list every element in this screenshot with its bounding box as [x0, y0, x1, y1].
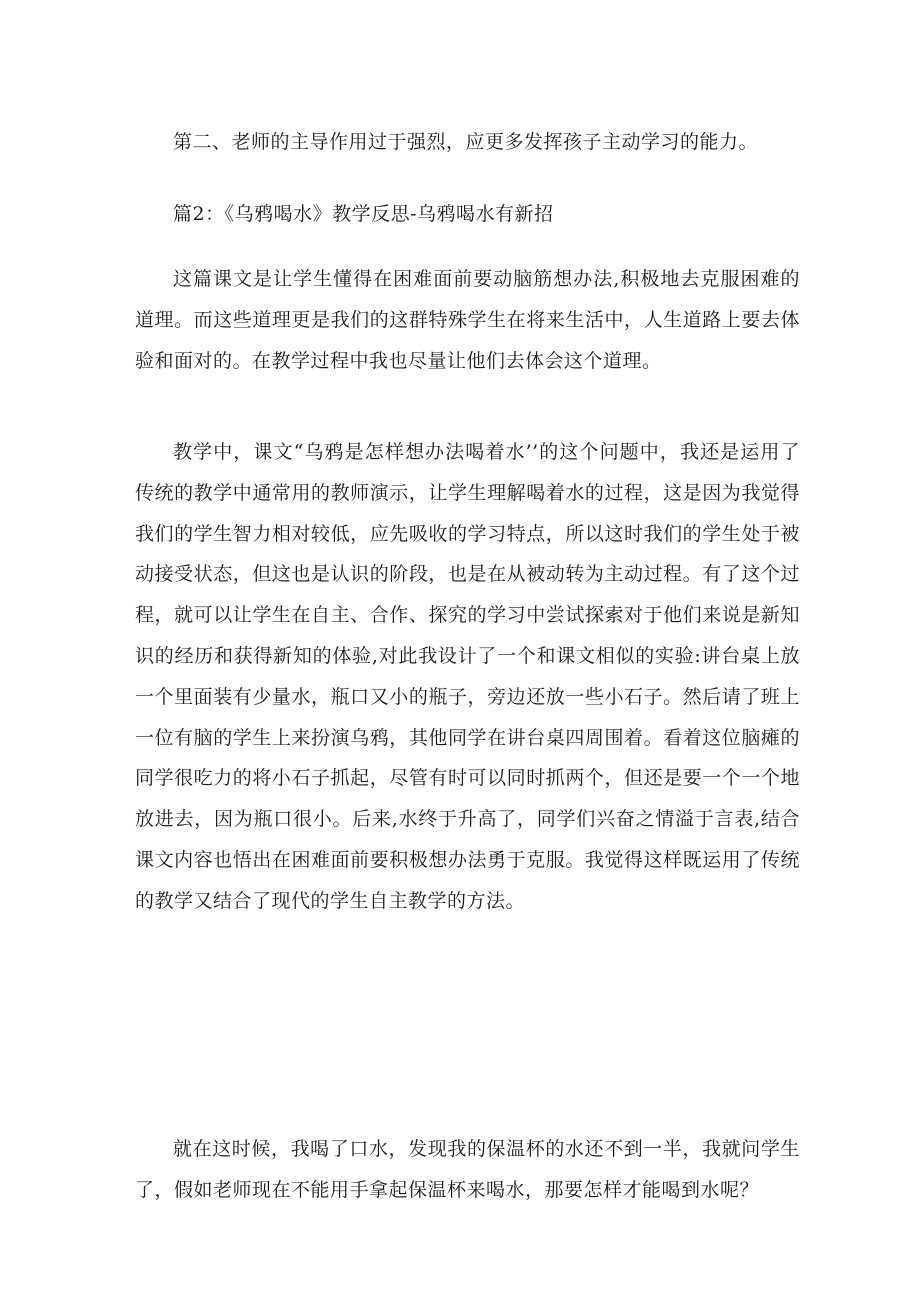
paragraph-point-two: 第二、老师的主导作用过于强烈，应更多发挥孩子主动学习的能力。 [173, 131, 759, 153]
section-heading: 篇2：《乌鸦喝水》教学反思-乌鸦喝水有新招 [173, 203, 554, 225]
paragraph-thermos: 就在这时候，我喝了口水，发现我的保温杯的水还不到一半，我就问学生了，假如老师现在不能用手拿起保温杯来喝水，那要怎样才能喝到水呢？ [135, 1138, 800, 1201]
paragraph-teaching: 教学中，课文“乌鸦是怎样想办法喝着水’’的这个问题中，我还是运用了传统的教学中通常用的教师演示，让学生理解喝着水的过程，这是因为我觉得我们的学生智力相对较低，应先吸收的学习特点，所以这时我们的学生处于被动接受状态，但这也是认识的阶段，也是在从被动转为主动过程。有了这个过程，就可以让学生在自主、合作、探究的学习中尝试探索对于他们来说是新知识的经历和获得新知的体验,对此我设计了一个和课文相似的实验:讲台桌上放一个里面装有少量水，瓶口又小的瓶子，旁边还放一些小石子。然后请了班上一位有脑的学生上来扮演乌鸦，其他同学在讲台桌四周围着。看着这位脑瘫的同学很吃力的将小石子抓起，尽管有时可以同时抓两个，但还是要一个一个地放进去，因为瓶口很小。后来,水终于升高了，同学们兴奋之情溢于言表,结合课文内容也悟出在困难面前要积极想办法勇于克服。我觉得这样既运用了传统的教学又结合了现代的学生自主教学的方法。 [135, 441, 800, 912]
paragraph-intro: 这篇课文是让学生懂得在困难面前要动脑筋想办法,积极地去克服困难的道理。而这些道理更是我们的这群特殊学生在将来生活中，人生道路上要去体验和面对的。在教学过程中我也尽量让他们去体会这个道理。 [135, 268, 800, 372]
